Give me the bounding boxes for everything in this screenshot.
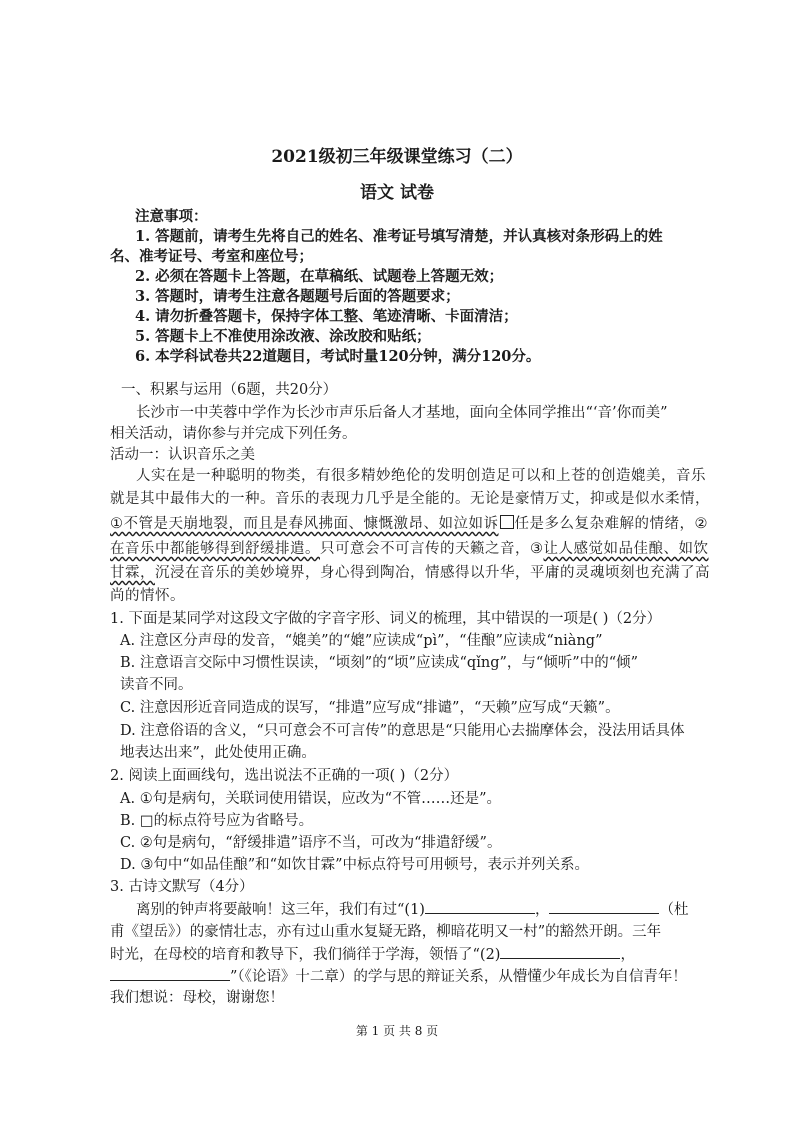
question-3-line	[110, 966, 687, 987]
question-3-line: 我们想说：母校，谢谢您！	[110, 990, 284, 1006]
passage-text: 任是多么复杂难解的情绪，②	[514, 516, 708, 532]
passage-line: 人实在是一种聪明的物类，有很多精妙绝伦的发明创造足可以和上苍的创造媲美，音乐	[136, 468, 706, 484]
section-heading: 一、积累与运用（6题，共20分）	[121, 382, 338, 398]
question-3-line	[110, 944, 635, 965]
passage-text: 沉浸在音乐的美妙境界，身心得到陶冶，情感得以升华，平庸的灵魂顷刻也充满了高	[155, 565, 710, 581]
punctuation-box	[500, 515, 514, 529]
question-1-option: A. 注意区分声母的发音，“媲美”的“媲”应读成“pì”，“佳酿”应读成“niàng”	[120, 633, 603, 649]
passage-line	[110, 539, 709, 559]
underlined-sentence-2: 在音乐中都能够得到舒缓排遣。	[110, 541, 320, 557]
notice-item: 4. 请勿折叠答题卡，保持字体工整、笔迹清晰、卡面清洁；	[135, 308, 518, 325]
underlined-sentence-1: ①不管是天崩地裂，而且是春风拂面、慷慨激昂、如泣如诉	[110, 516, 499, 532]
question-1-option: B. 注意语言交际中习惯性误读，“顷刻”的“顷”应读成“qǐng”，与“倾听”中的“倾”	[120, 655, 639, 671]
answer-blank-1b[interactable]	[549, 899, 659, 914]
question-1-option: 地表达出来”，此处使用正确。	[120, 745, 316, 761]
q3-text: 时光，在母校的培育和教导下，我们徜徉于学海，领悟了“(2)	[110, 947, 501, 963]
question-2-stem: 2. 阅读上面画线句，选出说法不正确的一项( )（2分）	[110, 768, 459, 784]
notice-item: 名、准考证号、考室和座位号；	[110, 248, 313, 265]
passage-text: 只可意会不可言传的天籁之音，③	[320, 541, 544, 557]
notice-item: 1. 答题前，请考生先将自己的姓名、准考证号填写清楚，并认真核对条形码上的姓	[135, 228, 663, 245]
answer-blank-2a[interactable]	[500, 944, 620, 959]
notice-item: 3. 答题时，请考生注意各题题号后面的答题要求；	[135, 288, 460, 305]
notice-item: 2. 必须在答题卡上答题，在草稿纸、试题卷上答题无效；	[135, 268, 504, 285]
question-1-stem: 1. 下面是某同学对这段文字做的字音字形、词义的梳理，其中错误的一项是( )（2分）	[110, 611, 662, 627]
underlined-sentence-3: 让人感觉如品佳酿、如饮	[543, 541, 709, 557]
exam-subject: 语文 试卷	[360, 183, 434, 203]
question-3-stem: 3. 古诗文默写（4分）	[110, 879, 254, 895]
question-2-option: B. □的标点符号应为省略号。	[120, 813, 314, 829]
activity-label: 活动一：认识音乐之美	[110, 447, 255, 463]
underlined-sentence-3-end: 甘霖，	[110, 565, 155, 581]
q3-text: ，	[534, 902, 550, 918]
passage-line	[110, 514, 708, 534]
q3-text: ”（《论语》十二章）的学与思的辩证关系，从懵懂少年成长为自信青年！	[230, 969, 687, 985]
question-2-option: D. ③句中“如品佳酿”和“如饮甘霖”中标点符号可用顿号，表示并列关系。	[120, 857, 589, 873]
question-3-line: 甫《望岳》）的豪情壮志，亦有过山重水复疑无路，柳暗花明又一村”的豁然开朗。三年	[110, 924, 662, 940]
notice-item: 5. 答题卡上不准使用涂改液、涂改胶和贴纸；	[135, 328, 431, 345]
q3-text: 离别的钟声将要敲响！这三年，我们有过“(1)	[136, 902, 425, 918]
question-2-option: A. ①句是病句，关联词使用错误，应改为“不管……还是”。	[120, 791, 502, 807]
question-1-option: C. 注意因形近音同造成的误写，“排遣”应写成“排谴”，“天赖”应写成“天籁”。	[120, 700, 620, 716]
question-1-option: 读音不同。	[120, 677, 193, 693]
page-number: 第 1 页 共 8 页	[355, 1024, 439, 1038]
notice-heading: 注意事项：	[135, 208, 208, 225]
q3-text: （杜	[659, 902, 689, 918]
passage-line	[110, 563, 710, 583]
q3-text: ，	[620, 947, 635, 963]
exam-title: 2021级初三年级课堂练习（二）	[271, 147, 523, 167]
intro-line: 长沙市一中芙蓉中学作为长沙市声乐后备人才基地，面向全体同学推出“‘音’你而美”	[136, 405, 668, 421]
question-2-option: C. ②句是病句，“舒缓排遣”语序不当，可改为“排遣舒缓”。	[120, 835, 502, 851]
passage-line: 就是其中最伟大的一种。音乐的表现力几乎是全能的。无论是豪情万丈，抑或是似水柔情，	[110, 491, 710, 507]
answer-blank-1a[interactable]	[425, 899, 535, 914]
question-3-line	[136, 899, 688, 920]
question-1-option: D. 注意俗语的含义，“只可意会不可言传”的意思是“只能用心去揣摩体会，没法用话具体	[120, 723, 685, 739]
intro-line: 相关活动，请你参与并完成下列任务。	[110, 426, 357, 442]
notice-item: 6. 本学科试卷共22道题目，考试时量120分钟，满分120分。	[135, 348, 541, 365]
answer-blank-2b[interactable]	[110, 966, 230, 981]
passage-line: 尚的情怀。	[110, 588, 185, 604]
